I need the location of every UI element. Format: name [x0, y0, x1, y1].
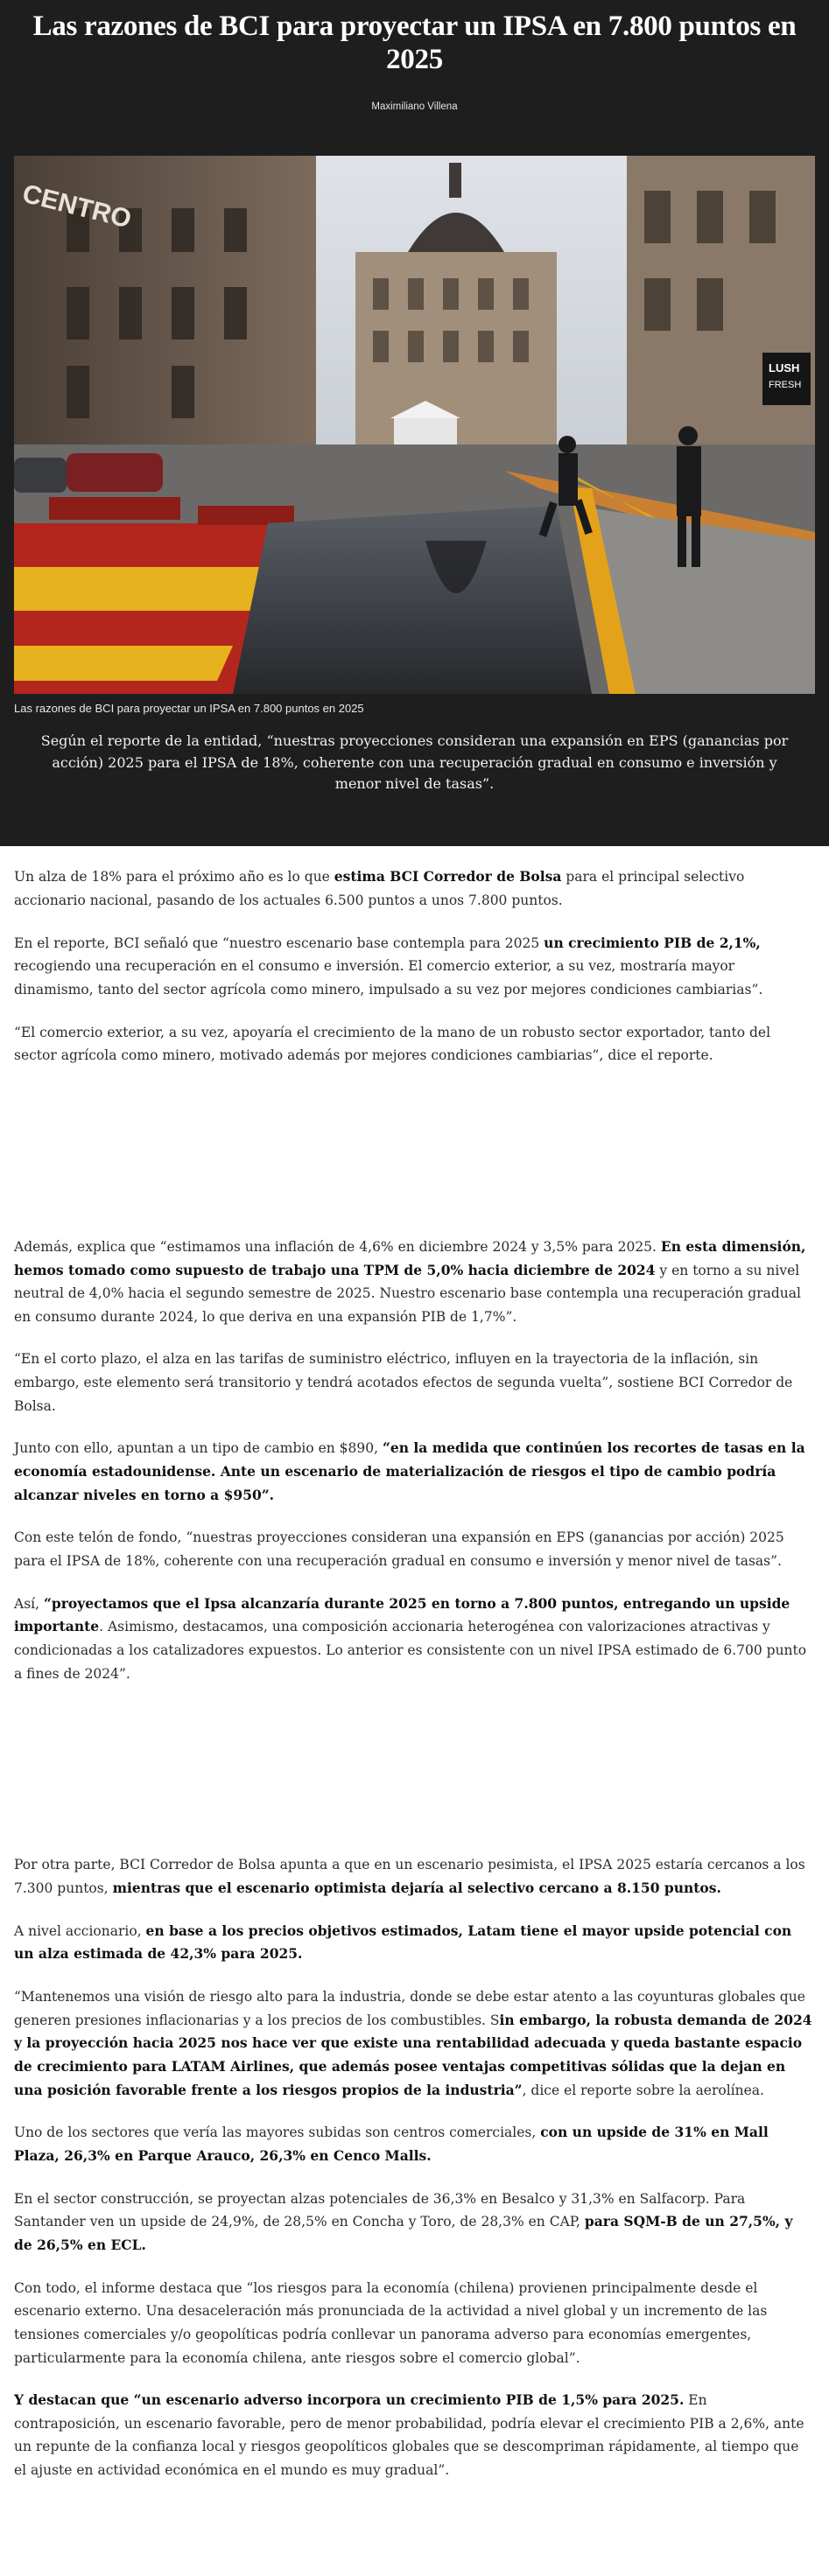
paragraph-14: Con todo, el informe destaca que “los riesgos para la economía (chilena) provienen principalmente desde el escenario externo. Una desaceleración más pronunciada de la actividad a nivel global y un incremento de las tensiones comerciales y/o geopolíticas podría conllevar un panorama adverso para economías emergentes, particularmente para la economía chilena, ante riesgos sobre el comercio global”. [14, 2279, 768, 2366]
paragraph-5: “En el corto plazo, el alza en las tarifas de suministro eléctrico, influyen en la trayectoria de la inflación, sin embargo, este elemento será transitorio y tendrá acotados efectos de segunda vuelta”, sostiene BCI Corredor de Bolsa. [14, 1351, 793, 1414]
paragraph-11: “Mantenemos una visión de riesgo alto para la industria, donde se debe estar atento a las coyunturas globales que generen presiones inflacionarias y a los precios de los combustibles. Sin embargo, la robusta demanda de 2024 y la proyección hacia 2025 nos hace ver que existe una rentabilidad adecuada y queda bastante espacio de crecimiento para LATAM Airlines, que además posee ventajas competitivas sólidas que la dejan en una posición favorable frente a los riesgos propios de la industria”, dice el reporte sobre la aerolínea. [14, 1988, 812, 2098]
paragraph-7: Con este telón de fondo, “nuestras proyecciones consideran una expansión en EPS (ganancias por acción) 2025 para el IPSA de 18%, coherente con una recuperación gradual en consumo e inversión y menor nivel de tasas”. [14, 1530, 784, 1570]
hero-photo [14, 156, 815, 694]
ad-placeholder-1 [14, 1087, 815, 1236]
article-hero [0, 0, 829, 846]
photo-sign-lush: LUSH [769, 360, 800, 374]
paragraph-10: A nivel accionario, en base a los precios objetivos estimados, Latam tiene el mayor upside potencial con un alza estimada de 42,3% para 2025. [14, 1922, 792, 1963]
photo-yellow-stripe-1 [14, 567, 277, 611]
page-title: Las razones de BCI para proyectar un IPSA en 7.800 puntos en 2025 [32, 10, 797, 75]
paragraph-3: “El comercio exterior, a su vez, apoyaría el crecimiento de la mano de un robusto sector exportador, tanto del sector agrícola como minero, motivado además por mejores condiciones cambiarias”, dice el reporte. [14, 1024, 771, 1064]
paragraph-9: Por otra parte, BCI Corredor de Bolsa apunta a que en un escenario pesimista, el IPSA 2025 estaría cercanos a los 7.300 puntos, mientras que el escenario optimista dejaría al selectivo cercano a 8.150 puntos. [14, 1857, 805, 1897]
paragraph-15: Y destacan que “un escenario adverso incorpora un crecimiento PIB de 1,5% para 2025. En contraposición, un escenario favorable, pero de menor probabilidad, podría elevar el crecimiento PIB a 2,6%, ante un repunte de la confianza local y riesgos geopolíticos globales que se descompriman rápidamente, al tiempo que el ajuste en actividad económica en el mundo es muy gradual”. [14, 2391, 804, 2479]
photo-sign-centro: CENTRO [19, 178, 135, 234]
photo-puddle [233, 506, 592, 694]
photo-yellow-stripe-2 [14, 646, 233, 681]
paragraph-2: En el reporte, BCI señaló que “nuestro escenario base contempla para 2025 un crecimiento PIB de 2,1%, recogiendo una recuperación en el consumo e inversión. El comercio exterior, a su vez, mostraría mayor dinamismo, tanto del sector agrícola como minero, impulsado a su vez por mejores condiciones cambiarias”. [14, 934, 763, 998]
paragraph-1: Un alza de 18% para el próximo año es lo que estima BCI Corredor de Bolsa para el principal selectivo accionario nacional, pasando de los actuales 6.500 puntos a unos 7.800 puntos. [14, 868, 745, 908]
paragraph-13: En el sector construcción, se proyectan alzas potenciales de 36,3% en Besalco y 31,3% en Salfacorp. Para Santander ven un upside de 24,9%, de 28,5% en Concha y Toro, de 28,3% en CAP, para SQM-B de un 27,5%, y de 26,5% en ECL. [14, 2190, 793, 2253]
paragraph-12: Uno de los sectores que vería las mayores subidas son centros comerciales, con un upside de 31% en Mall Plaza, 26,3% en Parque Arauco, 26,3% en Cenco Malls. [14, 2124, 769, 2164]
paragraph-4: Además, explica que “estimamos una inflación de 4,6% en diciembre 2024 y 3,5% para 2025. En esta dimensión, hemos tomado como supuesto de trabajo una TPM de 5,0% hacia diciembre de 2024 y en torno a su nivel neutral de 4,0% hacia el segundo semestre de 2025. Nuestro escenario base contempla una recuperación gradual en consumo durante 2024, lo que deriva en una expansión PIB de 1,7%”. [14, 1237, 806, 1325]
photo-caption: Las razones de BCI para proyectar un IPSA en 7.800 puntos en 2025 [14, 701, 364, 715]
hero-figure [14, 156, 815, 715]
author-byline[interactable]: Maximiliano Villena [371, 101, 458, 112]
article-lead: Según el reporte de la entidad, “nuestras proyecciones consideran una expansión en EPS (ganancias por acción) 2025 para el IPSA de 18%, coherente con una recuperación gradual en consumo e inversión y menor nivel de tasas”. [40, 732, 789, 793]
article-body [0, 846, 829, 2537]
ad-placeholder-2 [14, 1704, 815, 1853]
paragraph-6: Junto con ello, apuntan a un tipo de cambio en $890, “en la medida que continúen los recortes de tasas en la economía estadounidense. Ante un escenario de materialización de riesgos el tipo de cambio podría alcanzar niveles en torno a $950”. [14, 1439, 805, 1503]
photo-sign-fresh: FRESH [769, 379, 802, 390]
photo-lush-sign [762, 353, 811, 405]
paragraph-8: Así, “proyectamos que el Ipsa alcanzaría durante 2025 en torno a 7.800 puntos, entregando un upside importante. Asimismo, destacamos, una composición accionaria heterogénea con valorizaciones atractivas y condicionadas a los catalizadores expuestos. Lo anterior es consistente con un nivel IPSA estimado de 6.700 punto a fines de 2024”. [14, 1594, 807, 1682]
